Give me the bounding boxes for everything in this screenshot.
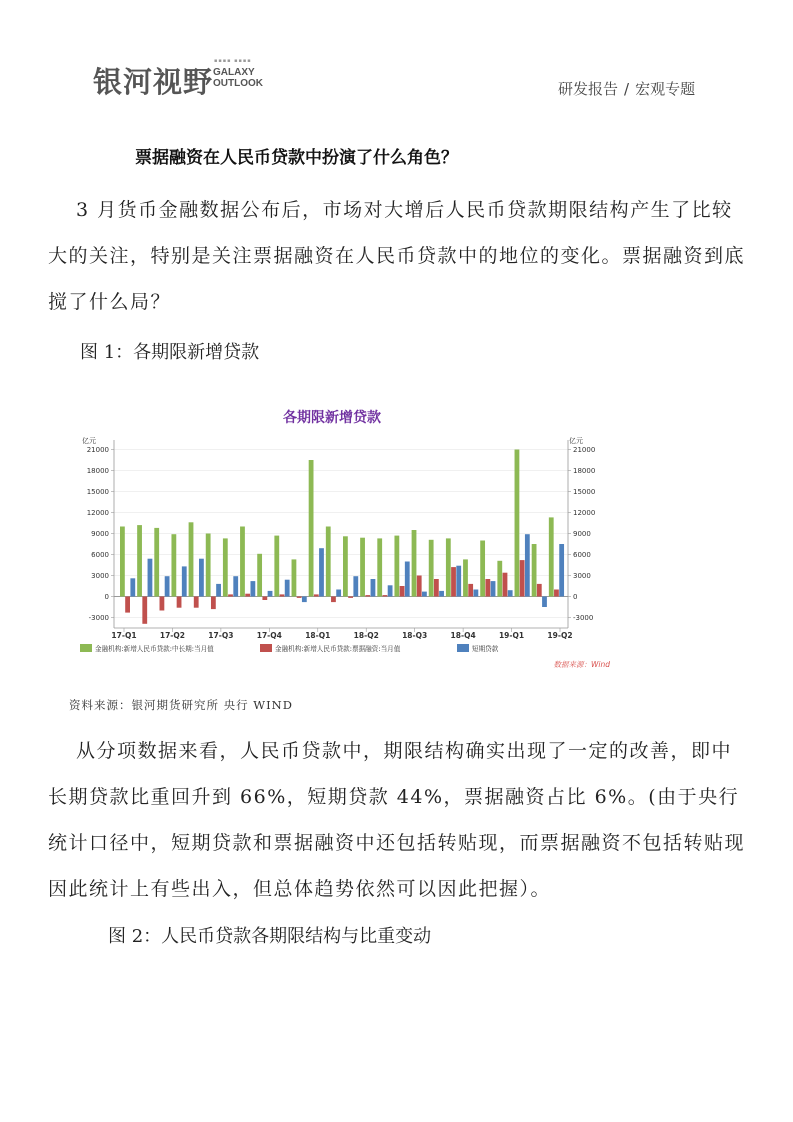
bar — [394, 536, 399, 597]
x-tick-label: 19-Q2 — [547, 631, 573, 640]
y-tick-label-left: 6000 — [91, 551, 109, 559]
bar — [285, 580, 290, 597]
figure-1-caption: 图 1：各期限新增贷款 — [80, 342, 260, 363]
bar — [194, 597, 199, 608]
bar — [336, 590, 341, 597]
logo-en-line1: GALAXY — [213, 67, 255, 78]
bar — [371, 579, 376, 597]
bar — [503, 573, 508, 597]
bar — [250, 581, 255, 596]
y-tick-label-left: 3000 — [91, 572, 109, 580]
y-axis-right-unit: 亿元 — [569, 437, 583, 445]
bar — [468, 584, 473, 597]
y-tick-label-left: 9000 — [91, 530, 109, 538]
data-source: 资料来源：银河期货研究所 央行 WIND — [69, 698, 293, 712]
subsection-label: 宏观专题 — [635, 80, 696, 98]
bar — [463, 559, 468, 596]
bar — [559, 544, 564, 597]
bar — [353, 576, 358, 596]
y-tick-label-left: 15000 — [86, 488, 109, 496]
bar — [125, 597, 130, 613]
y-tick-label-right: -3000 — [573, 614, 594, 622]
chart-source-note: 数据来源：Wind — [553, 660, 610, 669]
paragraph-analysis — [48, 728, 748, 912]
logo-english — [213, 67, 263, 89]
logo: 银河视野 — [93, 65, 214, 99]
bar — [480, 541, 485, 597]
bar — [508, 590, 513, 596]
bar — [314, 594, 319, 596]
bar — [148, 559, 153, 597]
bar — [130, 578, 135, 596]
bar — [137, 525, 142, 596]
y-tick-label-right: 3000 — [573, 572, 591, 580]
bar — [520, 560, 525, 596]
bar — [439, 591, 444, 597]
bar — [542, 597, 547, 608]
bar — [262, 597, 267, 601]
bar — [199, 559, 204, 597]
bar — [257, 554, 262, 597]
bar — [326, 527, 331, 597]
bar — [142, 597, 147, 624]
legend-swatch — [80, 644, 92, 652]
bar — [497, 561, 502, 597]
bar — [525, 534, 530, 596]
bar — [211, 597, 216, 610]
bar — [280, 594, 285, 596]
paragraph-intro — [48, 187, 748, 325]
bar — [412, 530, 417, 597]
bar — [228, 594, 233, 596]
bar — [365, 595, 370, 596]
legend-label: 短期贷款 — [472, 645, 499, 653]
bar — [268, 591, 273, 597]
bar — [532, 544, 537, 597]
x-tick-label: 17-Q2 — [159, 631, 186, 640]
x-tick-label: 18-Q4 — [450, 631, 476, 640]
bar — [240, 527, 245, 597]
y-tick-label-right: 6000 — [573, 551, 591, 559]
legend-swatch — [457, 644, 469, 652]
y-tick-label-left: 18000 — [86, 467, 109, 475]
bar — [274, 536, 279, 597]
x-tick-label: 18-Q3 — [402, 631, 428, 640]
bar — [216, 584, 221, 597]
logo-en-line2: OUTLOOK — [213, 78, 263, 89]
y-tick-label-left: 0 — [104, 593, 109, 601]
bar — [292, 559, 297, 596]
chart-title: 各期限新增贷款 — [283, 410, 381, 426]
logo-dots: ▪▪▪▪ ▪▪▪▪ — [214, 58, 252, 64]
report-category — [558, 78, 695, 99]
bar — [537, 584, 542, 597]
bar — [206, 534, 211, 597]
bar — [434, 579, 439, 597]
bar — [549, 517, 554, 596]
figure-2-caption: 图 2：人民币贷款各期限结构与比重变动 — [108, 926, 432, 947]
bar — [182, 566, 187, 596]
x-tick-label: 19-Q1 — [498, 631, 525, 640]
x-tick-label: 17-Q3 — [208, 631, 234, 640]
y-axis-left-unit: 亿元 — [82, 437, 96, 445]
bar — [189, 522, 194, 596]
bar — [485, 579, 490, 597]
bar — [154, 528, 159, 597]
y-tick-label-left: 21000 — [86, 446, 109, 454]
y-tick-label-right: 18000 — [573, 467, 596, 475]
bar — [171, 534, 176, 596]
bar — [388, 585, 393, 596]
section-label: 研发报告 — [558, 80, 619, 98]
paragraph-analysis-text: 从分项数据来看，人民币贷款中，期限结构确实出现了一定的改善，即中长期贷款比重回升到 66%，短期贷款 44%，票据融资占比 6%。(由于央行统计口径中，短期贷款和票据融资中还包括转贴现，而票据融资不包括转贴现因此统计上有些出入，但总体趋势依然可以因此把握）。 — [48, 740, 746, 900]
bar — [429, 540, 434, 597]
bar — [456, 566, 461, 597]
x-tick-label: 18-Q2 — [353, 631, 379, 640]
bar — [377, 538, 382, 596]
bar — [165, 576, 170, 596]
x-tick-label: 17-Q4 — [256, 631, 282, 640]
bar — [473, 590, 478, 597]
bar — [309, 460, 314, 597]
legend-label: 金融机构:新增人民币贷款:中长期:当月值 — [95, 645, 214, 653]
loan-term-chart — [72, 396, 612, 678]
bar — [400, 586, 405, 597]
bar — [319, 548, 324, 596]
y-tick-label-right: 0 — [573, 593, 578, 601]
bar — [417, 576, 422, 597]
bar — [422, 592, 427, 597]
bar — [223, 538, 228, 596]
x-tick-label: 18-Q1 — [305, 631, 331, 640]
bar — [177, 597, 182, 608]
y-tick-label-right: 9000 — [573, 530, 591, 538]
bar — [360, 538, 365, 597]
bar — [491, 581, 496, 596]
x-tick-label: 17-Q1 — [111, 631, 137, 640]
bar — [302, 597, 307, 603]
y-tick-label-right: 12000 — [573, 509, 596, 517]
separator: / — [624, 80, 630, 98]
article-title: 票据融资在人民币贷款中扮演了什么角色？ — [135, 148, 458, 168]
bar — [297, 597, 302, 598]
paragraph-intro-text: 3 月货币金融数据公布后，市场对大增后人民币贷款期限结构产生了比较大的关注，特别是关注票据融资在人民币贷款中的地位的变化。票据融资到底搅了什么局？ — [48, 199, 746, 313]
legend-label: 金融机构:新增人民币贷款:票据融资:当月值 — [275, 645, 401, 653]
bar — [446, 538, 451, 596]
bar — [343, 536, 348, 596]
y-tick-label-right: 15000 — [573, 488, 596, 496]
bar — [554, 590, 559, 597]
bar — [515, 450, 520, 597]
bar — [120, 527, 125, 597]
y-tick-label-right: 21000 — [573, 446, 596, 454]
bar — [245, 594, 250, 597]
y-tick-label-left: -3000 — [88, 614, 109, 622]
bar — [331, 597, 336, 603]
bar — [160, 597, 165, 611]
legend-swatch — [260, 644, 272, 652]
bar — [233, 576, 238, 596]
bar — [405, 562, 410, 597]
bar — [451, 567, 456, 596]
bar — [348, 597, 353, 598]
y-tick-label-left: 12000 — [86, 509, 109, 517]
bar — [383, 595, 388, 596]
